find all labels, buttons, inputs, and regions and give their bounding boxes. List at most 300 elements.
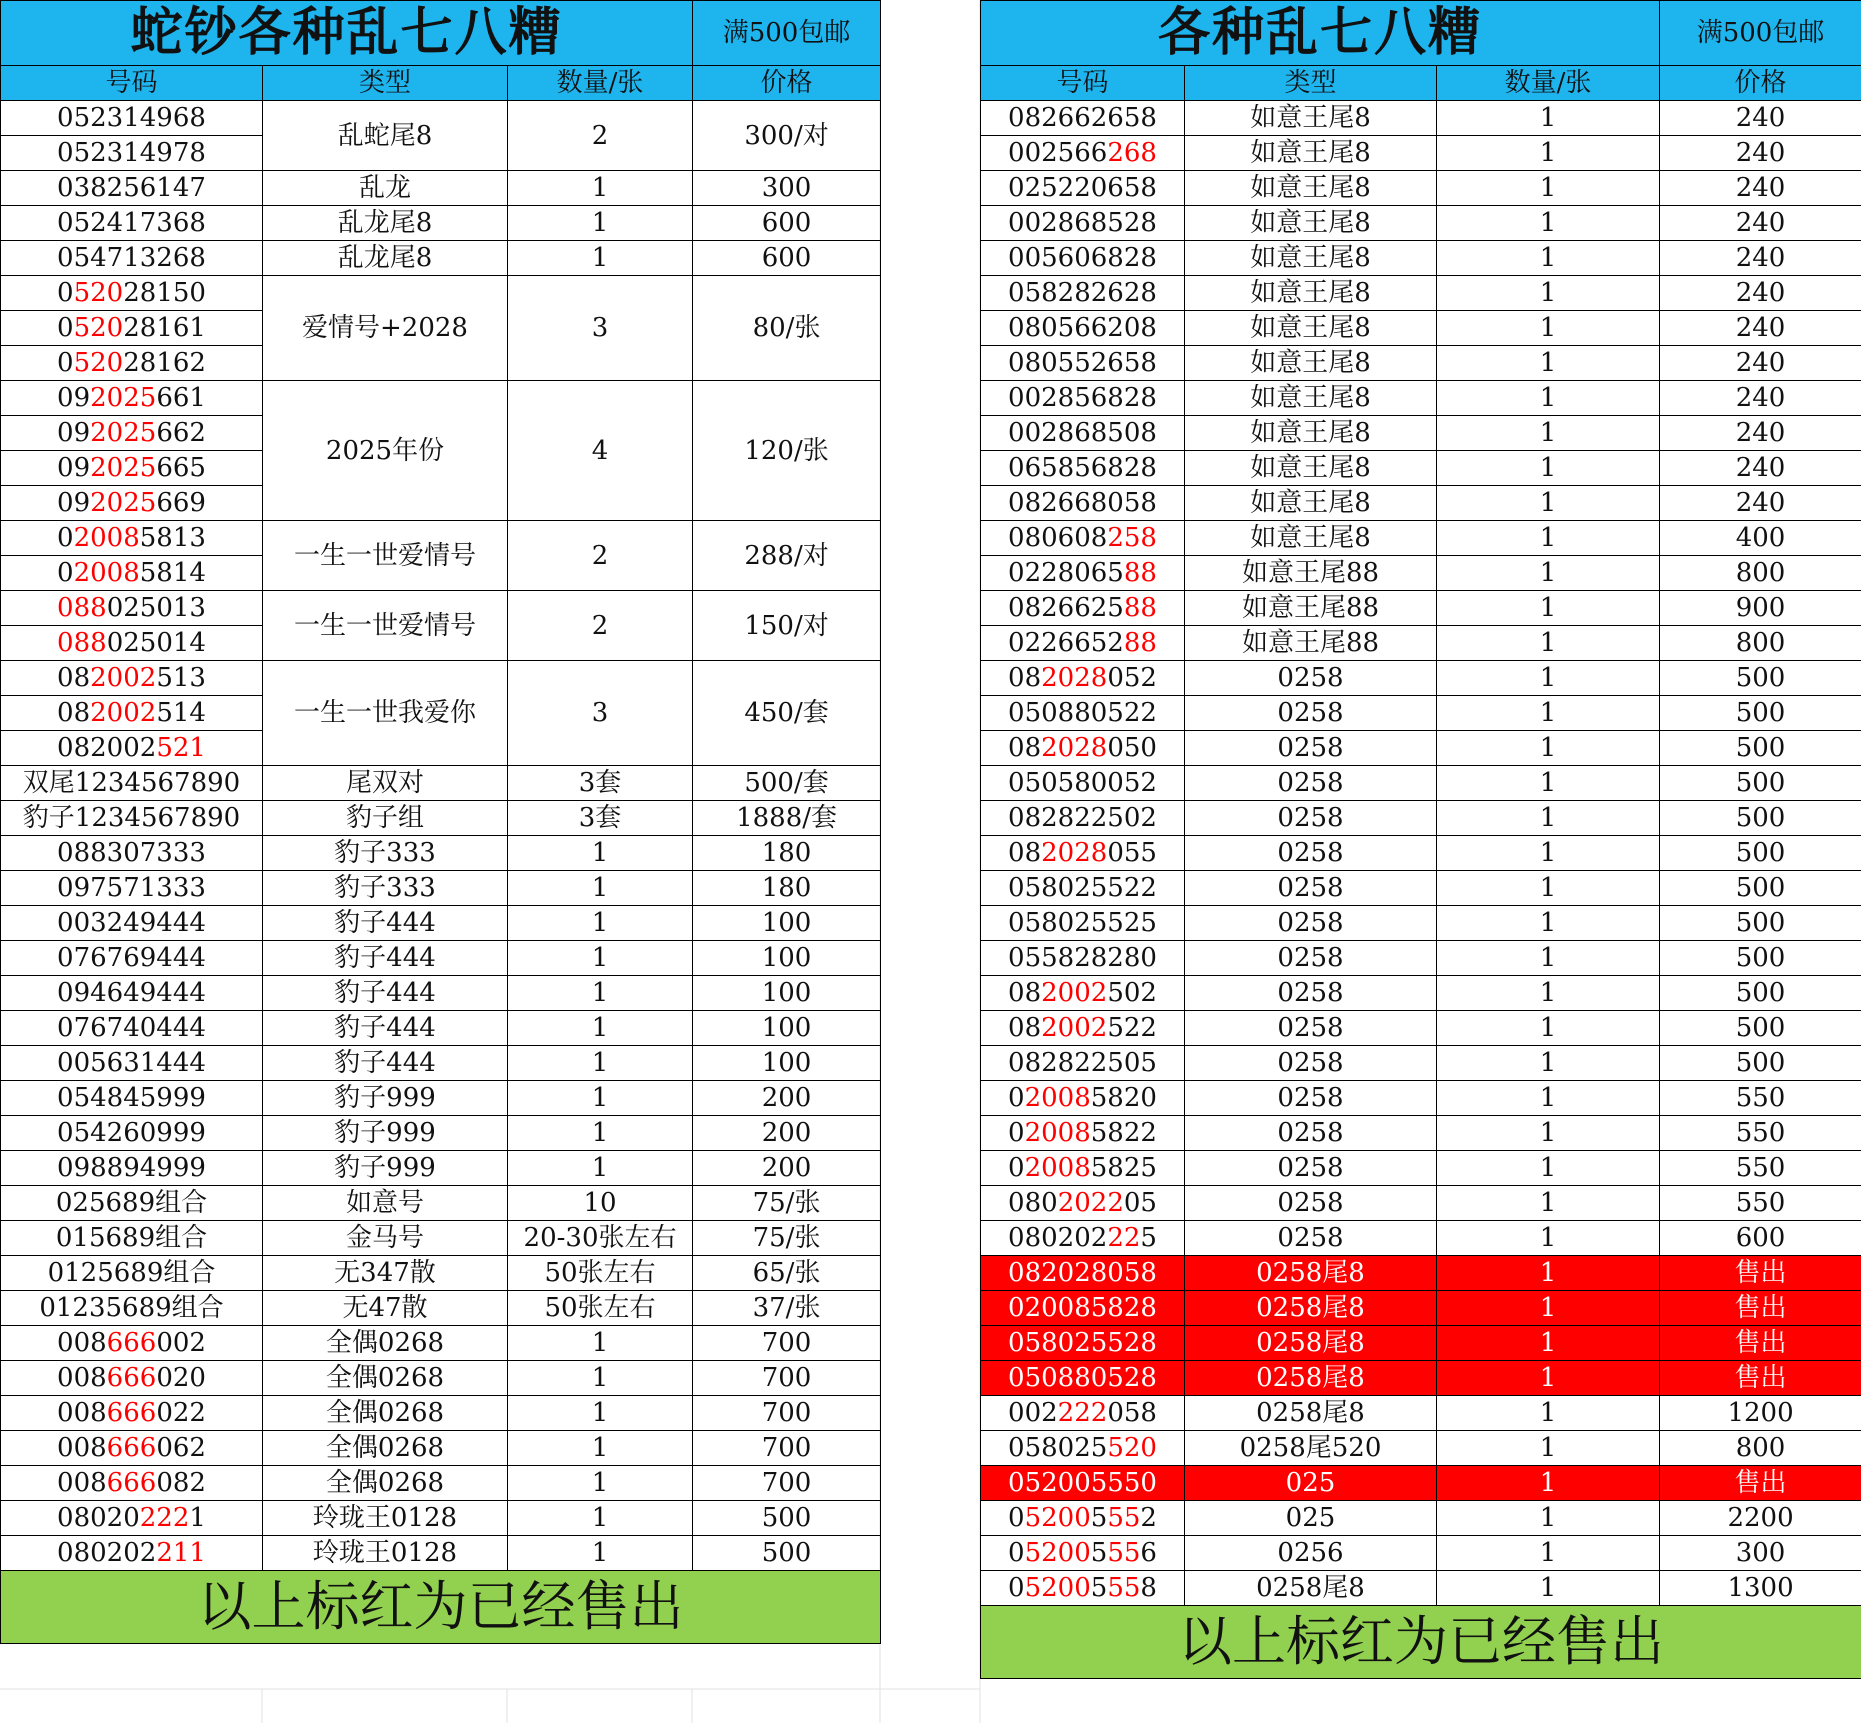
quantity-cell: 1	[508, 836, 693, 871]
serial-digits: 5820	[1090, 1083, 1157, 1113]
note-type-cell: 全偶0268	[263, 1361, 508, 1396]
quantity-cell: 1	[508, 1326, 693, 1361]
serial-number-cell	[981, 801, 1185, 836]
serial-digits: 038256147	[57, 173, 206, 203]
serial-digits: 0	[1008, 1503, 1025, 1533]
serial-number-cell	[981, 311, 1185, 346]
quantity-cell: 1	[1437, 136, 1660, 171]
serial-digits: 28162	[123, 348, 206, 378]
highlighted-digits: 55	[1107, 1503, 1141, 1533]
listing-row	[1, 1396, 881, 1431]
serial-number-cell	[1, 1256, 263, 1291]
price-cell: 400	[1660, 521, 1861, 556]
highlighted-digits: 2028	[1041, 838, 1108, 868]
highlighted-digits: 666	[106, 1433, 157, 1463]
serial-digits: 09	[57, 383, 91, 413]
serial-digits: 082028058	[1008, 1258, 1157, 1288]
note-type-cell: 如意王尾8	[1185, 521, 1437, 556]
quantity-cell: 1	[1437, 1011, 1660, 1046]
listing-row	[981, 1571, 1861, 1606]
listing-row	[1, 1221, 881, 1256]
quantity-cell: 2	[508, 101, 693, 171]
listing-row	[1, 101, 881, 136]
serial-number-cell	[1, 836, 263, 871]
price-cell: 300	[1660, 1536, 1861, 1571]
price-cell: 1200	[1660, 1396, 1861, 1431]
price-cell: 240	[1660, 311, 1861, 346]
serial-digits: 5814	[139, 558, 206, 588]
serial-digits: 055	[1107, 838, 1157, 868]
quantity-cell: 2	[508, 591, 693, 661]
serial-number-cell	[981, 1326, 1185, 1361]
listing-row	[981, 346, 1861, 381]
price-cell: 700	[693, 1361, 881, 1396]
note-type-cell: 0258尾8	[1185, 1571, 1437, 1606]
note-type-cell: 0258	[1185, 871, 1437, 906]
price-cell: 100	[693, 1011, 881, 1046]
note-type-cell: 乱龙尾8	[263, 206, 508, 241]
serial-number-cell	[1, 521, 263, 556]
highlighted-digits: 2025	[90, 383, 157, 413]
highlighted-digits: 2002	[90, 663, 157, 693]
listing-row	[981, 1081, 1861, 1116]
serial-number-cell	[981, 871, 1185, 906]
price-cell: 550	[1660, 1116, 1861, 1151]
price-cell: 288/对	[693, 521, 881, 591]
serial-number-cell	[981, 1396, 1185, 1431]
quantity-cell: 1	[1437, 1221, 1660, 1256]
price-cell: 180	[693, 871, 881, 906]
left-header-row	[1, 66, 881, 101]
listing-row	[981, 556, 1861, 591]
price-cell: 550	[1660, 1081, 1861, 1116]
listing-row	[981, 1431, 1861, 1466]
quantity-cell: 1	[1437, 1431, 1660, 1466]
serial-digits: 058025525	[1008, 908, 1157, 938]
note-type-cell: 0258	[1185, 1011, 1437, 1046]
highlighted-digits: 520	[73, 313, 124, 343]
serial-number-cell	[981, 1361, 1185, 1396]
serial-number-cell	[1, 1326, 263, 1361]
serial-digits: 0226652	[1008, 628, 1124, 658]
note-type-cell: 豹子999	[263, 1151, 508, 1186]
serial-digits: 09	[57, 453, 91, 483]
listing-row	[1, 1536, 881, 1571]
price-cell: 300/对	[693, 101, 881, 171]
quantity-cell: 1	[1437, 1151, 1660, 1186]
serial-digits: 008	[57, 1468, 107, 1498]
serial-number-cell	[981, 1256, 1185, 1291]
serial-digits: 054845999	[57, 1083, 206, 1113]
serial-number-cell	[1, 311, 263, 346]
quantity-cell: 1	[1437, 346, 1660, 381]
price-cell: 1300	[1660, 1571, 1861, 1606]
serial-digits: 052314978	[57, 138, 206, 168]
quantity-cell: 1	[508, 1116, 693, 1151]
quantity-cell: 1	[1437, 976, 1660, 1011]
listing-row	[1, 1011, 881, 1046]
serial-number-cell	[1, 171, 263, 206]
serial-digits: 002868508	[1008, 418, 1157, 448]
serial-number-cell	[1, 1396, 263, 1431]
note-type-cell: 0258	[1185, 976, 1437, 1011]
serial-number-cell	[1, 1081, 263, 1116]
quantity-cell: 1	[1437, 1396, 1660, 1431]
price-cell: 100	[693, 976, 881, 1011]
right-price-table	[980, 0, 1861, 1679]
listing-row	[1, 766, 881, 801]
serial-number-cell	[981, 1046, 1185, 1081]
serial-digits: 020	[156, 1363, 206, 1393]
price-cell: 700	[693, 1466, 881, 1501]
listing-row	[981, 1046, 1861, 1081]
listing-row	[1, 591, 881, 626]
quantity-cell: 1	[508, 1501, 693, 1536]
serial-digits: 0826625	[1008, 593, 1124, 623]
price-cell: 240	[1660, 136, 1861, 171]
listing-row	[1, 1361, 881, 1396]
note-type-cell: 豹子444	[263, 976, 508, 1011]
quantity-cell: 1	[1437, 696, 1660, 731]
highlighted-digits: 222	[1057, 1398, 1108, 1428]
price-cell: 500/套	[693, 766, 881, 801]
highlighted-digits: 22	[1107, 1223, 1141, 1253]
highlighted-digits: 666	[106, 1363, 157, 1393]
left-shipping-note: 满500包邮	[693, 1, 881, 66]
quantity-cell: 3套	[508, 801, 693, 836]
price-cell: 240	[1660, 451, 1861, 486]
serial-digits: 025220658	[1008, 173, 1157, 203]
quantity-cell: 1	[508, 1466, 693, 1501]
serial-number-cell	[1, 591, 263, 626]
listing-row	[981, 871, 1861, 906]
price-cell: 240	[1660, 276, 1861, 311]
quantity-cell: 3	[508, 661, 693, 766]
price-cell: 800	[1660, 1431, 1861, 1466]
price-cell: 200	[693, 1151, 881, 1186]
serial-digits: 050880528	[1008, 1363, 1157, 1393]
price-cell: 500	[1660, 871, 1861, 906]
serial-number-cell	[981, 451, 1185, 486]
serial-digits: 058	[1107, 1398, 1157, 1428]
listing-row	[1, 1291, 881, 1326]
serial-digits: 0	[1008, 1118, 1025, 1148]
listing-row	[1, 241, 881, 276]
quantity-cell: 1	[1437, 1361, 1660, 1396]
serial-digits: 022	[156, 1398, 206, 1428]
serial-digits: 097571333	[57, 873, 206, 903]
serial-digits: 055828280	[1008, 943, 1157, 973]
quantity-cell: 20-30张左右	[508, 1221, 693, 1256]
listing-row	[981, 1011, 1861, 1046]
quantity-cell: 1	[1437, 206, 1660, 241]
serial-digits: 052417368	[57, 208, 206, 238]
listing-row	[1, 661, 881, 696]
note-type-cell: 豹子444	[263, 906, 508, 941]
note-type-cell: 全偶0268	[263, 1466, 508, 1501]
quantity-cell: 50张左右	[508, 1256, 693, 1291]
price-cell: 550	[1660, 1186, 1861, 1221]
quantity-cell: 10	[508, 1186, 693, 1221]
listing-row	[981, 1396, 1861, 1431]
serial-digits: 0125689组合	[47, 1258, 216, 1288]
highlighted-digits: 222	[139, 1503, 190, 1533]
serial-number-cell	[1, 381, 263, 416]
highlighted-digits: 2008	[73, 558, 140, 588]
listing-row	[981, 311, 1861, 346]
quantity-cell: 1	[1437, 451, 1660, 486]
quantity-cell: 1	[508, 1396, 693, 1431]
quantity-cell: 1	[1437, 1291, 1660, 1326]
quantity-cell: 1	[508, 976, 693, 1011]
price-cell: 700	[693, 1326, 881, 1361]
serial-number-cell	[1, 626, 263, 661]
serial-digits: 08020	[57, 1503, 140, 1533]
quantity-cell: 1	[1437, 416, 1660, 451]
note-type-cell: 2025年份	[263, 381, 508, 521]
listing-row	[1, 1256, 881, 1291]
serial-digits: 002	[156, 1328, 206, 1358]
note-type-cell: 乱龙	[263, 171, 508, 206]
serial-number-cell	[981, 556, 1185, 591]
note-type-cell: 金马号	[263, 1221, 508, 1256]
serial-number-cell	[981, 346, 1185, 381]
note-type-cell: 如意王尾88	[1185, 591, 1437, 626]
quantity-cell: 1	[508, 1361, 693, 1396]
note-type-cell: 0258	[1185, 1221, 1437, 1256]
serial-number-cell	[1, 1501, 263, 1536]
note-type-cell: 全偶0268	[263, 1396, 508, 1431]
note-type-cell: 0258尾8	[1185, 1361, 1437, 1396]
serial-digits: 080202	[1008, 1223, 1108, 1253]
listing-row	[981, 766, 1861, 801]
left-table-title: 蛇钞各种乱七八糟	[1, 1, 693, 66]
price-cell: 500	[693, 1501, 881, 1536]
highlighted-digits: 088	[57, 593, 107, 623]
serial-digits: 661	[156, 383, 206, 413]
quantity-cell: 1	[1437, 626, 1660, 661]
note-type-cell: 0258尾8	[1185, 1256, 1437, 1291]
highlighted-digits: 2002	[1041, 1013, 1108, 1043]
serial-digits: 5822	[1090, 1118, 1157, 1148]
note-type-cell: 0256	[1185, 1536, 1437, 1571]
highlighted-digits: 2022	[1057, 1188, 1124, 1218]
quantity-cell: 1	[508, 1151, 693, 1186]
serial-number-cell	[1, 1011, 263, 1046]
serial-number-cell	[981, 136, 1185, 171]
note-type-cell: 0258尾520	[1185, 1431, 1437, 1466]
listing-row	[1, 1116, 881, 1151]
serial-digits: 054260999	[57, 1118, 206, 1148]
serial-digits: 058025522	[1008, 873, 1157, 903]
price-cell: 售出	[1660, 1361, 1861, 1396]
serial-number-cell	[981, 1291, 1185, 1326]
serial-digits: 08	[1008, 663, 1042, 693]
listing-row	[981, 486, 1861, 521]
serial-digits: 669	[156, 488, 206, 518]
serial-digits: 514	[156, 698, 206, 728]
serial-number-cell	[981, 101, 1185, 136]
right-table-title: 各种乱七八糟	[981, 1, 1660, 66]
serial-digits: 005631444	[57, 1048, 206, 1078]
serial-digits: 076740444	[57, 1013, 206, 1043]
serial-digits: 09	[57, 488, 91, 518]
serial-digits: 01235689组合	[39, 1293, 224, 1323]
quantity-cell: 1	[1437, 171, 1660, 206]
quantity-cell: 1	[1437, 1571, 1660, 1606]
serial-digits: 082662658	[1008, 103, 1157, 133]
note-type-cell: 如意王尾8	[1185, 451, 1437, 486]
quantity-cell: 1	[508, 171, 693, 206]
right-sold-notice: 以上标红为已经售出	[981, 1606, 1861, 1679]
highlighted-digits: 88	[1123, 628, 1157, 658]
highlighted-digits: 5200	[1024, 1503, 1091, 1533]
listing-row	[981, 836, 1861, 871]
quantity-cell: 1	[1437, 766, 1660, 801]
quantity-cell: 1	[508, 241, 693, 276]
right-header-price: 价格	[1660, 66, 1861, 101]
highlighted-digits: 2008	[1024, 1083, 1091, 1113]
quantity-cell: 1	[1437, 101, 1660, 136]
price-cell: 180	[693, 836, 881, 871]
listing-row	[981, 661, 1861, 696]
listing-row	[981, 381, 1861, 416]
right-title-row	[981, 1, 1861, 66]
highlighted-digits: 520	[1107, 1433, 1157, 1463]
serial-digits: 020085828	[1008, 1293, 1157, 1323]
quantity-cell: 1	[508, 1431, 693, 1466]
note-type-cell: 如意王尾8	[1185, 171, 1437, 206]
note-type-cell: 0258	[1185, 696, 1437, 731]
quantity-cell: 1	[1437, 311, 1660, 346]
quantity-cell: 1	[1437, 1466, 1660, 1501]
serial-number-cell	[981, 1116, 1185, 1151]
serial-digits: 08	[57, 698, 91, 728]
serial-digits: 08	[1008, 838, 1042, 868]
price-cell: 2200	[1660, 1501, 1861, 1536]
right-header-quantity: 数量/张	[1437, 66, 1660, 101]
price-cell: 65/张	[693, 1256, 881, 1291]
left-header-number: 号码	[1, 66, 263, 101]
note-type-cell: 0258	[1185, 766, 1437, 801]
serial-digits: 025689组合	[55, 1188, 208, 1218]
highlighted-digits: 521	[156, 733, 206, 763]
serial-number-cell	[1, 101, 263, 136]
serial-digits: 0	[1008, 1083, 1025, 1113]
quantity-cell: 1	[508, 1011, 693, 1046]
note-type-cell: 豹子444	[263, 941, 508, 976]
left-header-price: 价格	[693, 66, 881, 101]
listing-row	[1, 906, 881, 941]
quantity-cell: 1	[1437, 591, 1660, 626]
serial-digits: 662	[156, 418, 206, 448]
note-type-cell: 豹子444	[263, 1011, 508, 1046]
note-type-cell: 玲珑王0128	[263, 1501, 508, 1536]
note-type-cell: 全偶0268	[263, 1326, 508, 1361]
serial-digits: 002	[1008, 1398, 1058, 1428]
serial-number-cell	[1, 346, 263, 381]
price-cell: 240	[1660, 241, 1861, 276]
serial-digits: 058282628	[1008, 278, 1157, 308]
listing-row	[1, 381, 881, 416]
quantity-cell: 1	[1437, 1501, 1660, 1536]
serial-number-cell	[981, 731, 1185, 766]
price-cell: 售出	[1660, 1256, 1861, 1291]
serial-digits: 08	[1008, 1013, 1042, 1043]
listing-row	[1, 1501, 881, 1536]
listing-row	[981, 136, 1861, 171]
price-cell: 450/套	[693, 661, 881, 766]
serial-number-cell	[1, 976, 263, 1011]
serial-number-cell	[981, 941, 1185, 976]
listing-row	[1, 521, 881, 556]
listing-row	[981, 1221, 1861, 1256]
listing-row	[1, 276, 881, 311]
serial-number-cell	[1, 416, 263, 451]
note-type-cell: 乱蛇尾8	[263, 101, 508, 171]
listing-row	[981, 1186, 1861, 1221]
note-type-cell: 豹子999	[263, 1116, 508, 1151]
price-cell: 300	[693, 171, 881, 206]
note-type-cell: 豹子333	[263, 836, 508, 871]
serial-digits: 1	[189, 1503, 206, 1533]
serial-digits: 002566	[1008, 138, 1108, 168]
left-header-quantity: 数量/张	[508, 66, 693, 101]
highlighted-digits: 2028	[1041, 663, 1108, 693]
sold-listing-row	[981, 1326, 1861, 1361]
quantity-cell: 1	[1437, 836, 1660, 871]
serial-digits: 098894999	[57, 1153, 206, 1183]
note-type-cell: 0258	[1185, 1081, 1437, 1116]
serial-digits: 002856828	[1008, 383, 1157, 413]
serial-digits: 052005550	[1008, 1468, 1157, 1498]
listing-row	[1, 206, 881, 241]
price-cell: 700	[693, 1396, 881, 1431]
quantity-cell: 1	[508, 1046, 693, 1081]
serial-number-cell	[981, 906, 1185, 941]
price-cell: 500	[1660, 906, 1861, 941]
serial-number-cell	[981, 486, 1185, 521]
quantity-cell: 2	[508, 521, 693, 591]
price-cell: 75/张	[693, 1186, 881, 1221]
quantity-cell: 3	[508, 276, 693, 381]
highlighted-digits: 520	[73, 278, 124, 308]
note-type-cell: 如意王尾8	[1185, 486, 1437, 521]
note-type-cell: 0258	[1185, 801, 1437, 836]
price-cell: 500	[1660, 1011, 1861, 1046]
serial-digits: 0228065	[1008, 558, 1124, 588]
serial-number-cell	[981, 626, 1185, 661]
note-type-cell: 0258	[1185, 1046, 1437, 1081]
serial-digits: 052314968	[57, 103, 206, 133]
serial-digits: 008	[57, 1398, 107, 1428]
serial-digits: 0	[57, 313, 74, 343]
note-type-cell: 0258尾8	[1185, 1326, 1437, 1361]
serial-number-cell	[981, 1501, 1185, 1536]
quantity-cell: 1	[1437, 801, 1660, 836]
serial-digits: 513	[156, 663, 206, 693]
left-title-row	[1, 1, 881, 66]
serial-number-cell	[981, 1081, 1185, 1116]
price-cell: 100	[693, 941, 881, 976]
listing-row	[981, 1116, 1861, 1151]
price-cell: 500	[1660, 696, 1861, 731]
note-type-cell: 如意王尾88	[1185, 626, 1437, 661]
note-type-cell: 如意王尾8	[1185, 136, 1437, 171]
serial-number-cell	[1, 1186, 263, 1221]
serial-number-cell	[1, 871, 263, 906]
quantity-cell: 1	[1437, 1046, 1660, 1081]
